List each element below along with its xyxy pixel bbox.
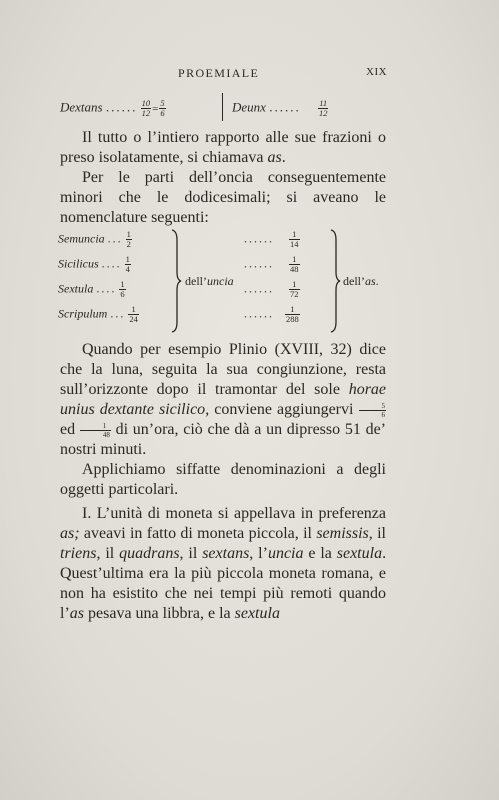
dextans-entry: Dextans ...... $\frac{10}{12}$ = $\frac{5}{6}$: [60, 98, 165, 118]
running-title: PROEMIALE: [178, 66, 260, 80]
table-row-right: ...... $\frac{1}{14}$: [244, 229, 299, 249]
column-rule: [222, 93, 223, 121]
paragraph: Quando per esempio Plinio (XVIII, 32) dice che la luna, seguita la sua congiunzione, resta sull’orizzonte dopo il tramontar del sole horae unius dextante sicilico, conviene aggiungervi $\frac{5}{6}$ ed $\frac{1}{48}$ di un’ora, ciò che dà a un dipresso 51 de’ nostri minuti.: [60, 341, 387, 458]
table-row: Sextula .... $\frac{1}{6}$: [58, 279, 125, 299]
uncia-label: dell’uncia: [185, 274, 234, 288]
fraction-table: [58, 228, 388, 336]
table-row: Sicilicus .... $\frac{1}{4}$: [58, 254, 130, 274]
right-brace-icon: [328, 228, 342, 334]
fraction: $\frac{11}{12}$: [318, 98, 328, 118]
table-row: Semuncia ... $\frac{1}{2}$: [58, 229, 131, 249]
left-brace-icon: [169, 228, 183, 334]
fraction: $\frac{5}{6}$: [160, 98, 165, 118]
as-label: dell’as.: [343, 274, 379, 288]
paragraph: Il tutto o l’intiero rapporto alle sue frazioni o preso isolatamente, si chiamava as.: [60, 129, 386, 166]
leader-dots: ......: [269, 99, 301, 115]
table-row: Scripulum ... $\frac{1}{24}$: [58, 304, 138, 324]
paragraph: Per le parti dell’oncia conseguentemente minori che le dodicesimali; si aveano le nomenclature seguenti:: [60, 169, 386, 226]
dextans-label: Dextans: [60, 99, 103, 115]
deunx-entry: [232, 99, 328, 118]
paragraph: Applichiamo siffatte denominazioni a degli oggetti particolari.: [60, 461, 386, 498]
leader-dots: ......: [105, 99, 138, 115]
deunx-label: Deunx: [232, 99, 266, 115]
paragraph-block-1: [60, 128, 386, 228]
paragraph: I. L’unità di moneta si appellava in preferenza as; aveavi in fatto di moneta piccola, il semissis, il triens, il quadrans, il sextans, l’uncia e la sextula. Quest’ultima era la più piccola moneta romana, e non ha esistito che nei tempi più remoti quando l’as pesava una libbra, e la sextula: [60, 505, 387, 622]
fraction: $\frac{10}{12}$: [141, 98, 151, 118]
table-row-right: ...... $\frac{1}{72}$: [244, 279, 299, 299]
paragraph-block-2: [60, 340, 386, 624]
table-row-right: ...... $\frac{1}{288}$: [244, 304, 299, 324]
page-number: XIX: [366, 66, 388, 78]
table-row-right: ...... $\frac{1}{48}$: [244, 254, 299, 274]
